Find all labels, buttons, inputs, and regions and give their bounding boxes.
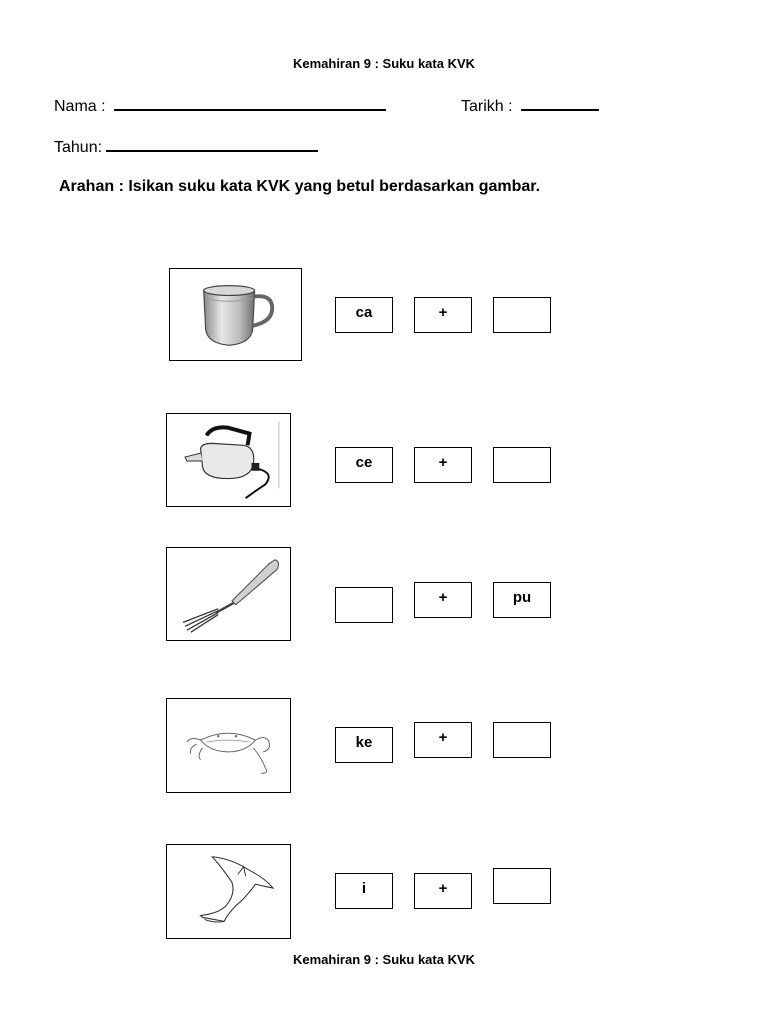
plus-box-1: +: [414, 297, 472, 333]
plus-box-2: +: [414, 447, 472, 483]
fork-picture: [166, 547, 291, 641]
syllable-box-2a[interactable]: ce: [335, 447, 393, 483]
syllable-box-5a[interactable]: i: [335, 873, 393, 909]
name-label: Nama :: [54, 98, 106, 115]
instruction-text: Arahan : Isikan suku kata KVK yang betul berdasarkan gambar.: [59, 178, 541, 195]
year-field[interactable]: [106, 136, 318, 152]
plus-box-4: +: [414, 722, 472, 758]
plus-box-3: +: [414, 582, 472, 618]
year-label: Tahun:: [54, 139, 103, 156]
answer-box-1[interactable]: [493, 297, 551, 333]
plus-box-5: +: [414, 873, 472, 909]
date-field-row: [461, 95, 599, 116]
cup-icon: [170, 269, 301, 360]
answer-box-5[interactable]: [493, 868, 551, 904]
name-field[interactable]: [114, 95, 386, 111]
syllable-box-4a[interactable]: ke: [335, 727, 393, 763]
year-field-row: [54, 136, 318, 157]
footer-title: Kemahiran 9 : Suku kata KVK: [292, 952, 476, 967]
dolphin-icon: [167, 845, 290, 938]
syllable-box-3b[interactable]: pu: [493, 582, 551, 618]
kettle-icon: [167, 414, 290, 506]
date-label: Tarikh :: [461, 98, 513, 115]
page-title: Kemahiran 9 : Suku kata KVK: [292, 56, 476, 71]
cup-picture: [169, 268, 302, 361]
answer-box-4[interactable]: [493, 722, 551, 758]
crab-icon: [167, 699, 290, 792]
answer-box-3[interactable]: [335, 587, 393, 623]
crab-picture: [166, 698, 291, 793]
answer-box-2[interactable]: [493, 447, 551, 483]
fork-icon: [167, 548, 290, 640]
dolphin-picture: [166, 844, 291, 939]
syllable-box-1a[interactable]: ca: [335, 297, 393, 333]
kettle-picture: [166, 413, 291, 507]
name-field-row: [54, 95, 386, 116]
date-field[interactable]: [521, 95, 599, 111]
